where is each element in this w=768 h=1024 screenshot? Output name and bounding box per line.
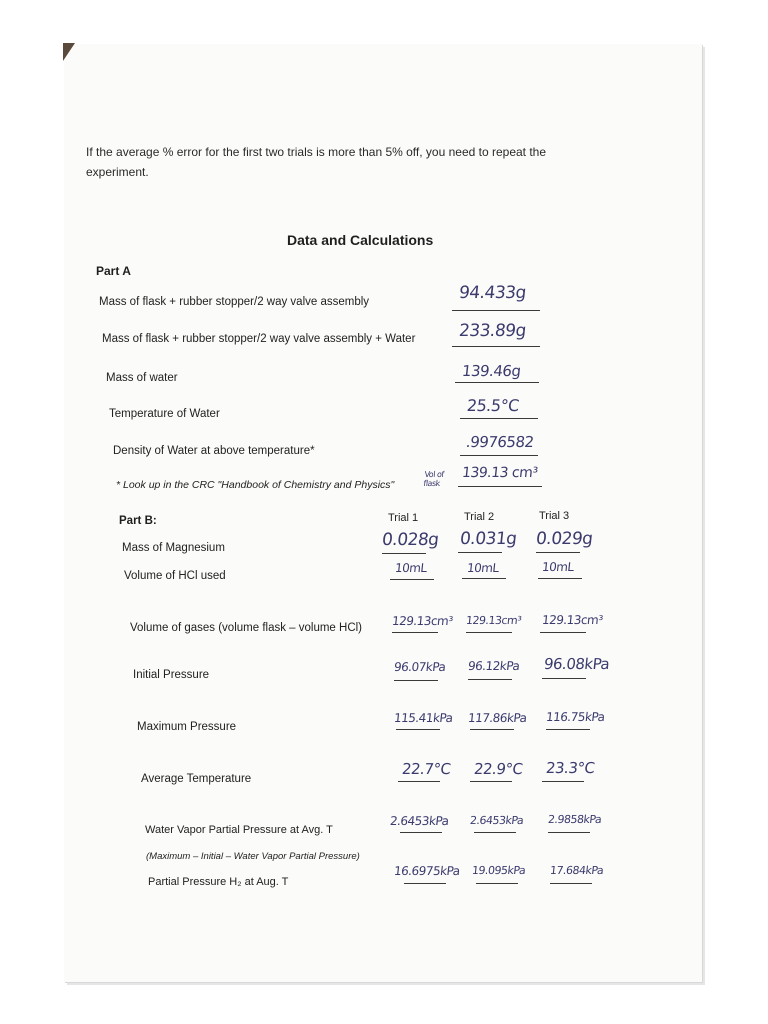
answer-line [540,632,586,633]
answer-line [470,781,512,782]
answer-line [458,486,542,487]
answer-line [398,781,440,782]
trial-3-vol-gas: 129.13cm³ [541,613,604,627]
part-a-label-5: Density of Water at above temperature* [113,445,315,457]
part-b-label-mass-mg: Mass of Magnesium [122,542,225,554]
trial-2-vol-gas: 129.13cm³ [465,614,522,627]
part-b-label-avg-t: Average Temperature [141,773,252,785]
answer-line [394,680,438,681]
trial-1-h2: 16.6975kPa [393,864,461,878]
trial-3-header: Trial 3 [539,510,570,522]
answer-line [466,632,512,633]
part-b-label-vol-hcl: Volume of HCl used [124,570,226,582]
trial-2-mass-mg: 0.031g [458,529,518,549]
trial-3-initial-p: 96.08kPa [543,655,611,673]
answer-line [460,455,538,456]
answer-line [536,552,580,553]
part-a-value-3: 139.46g [461,362,522,380]
answer-line [538,578,582,579]
formula-note: (Maximum – Initial – Water Vapor Partial Pressure) [146,851,360,862]
answer-line [458,552,502,553]
trial-3-mass-mg: 0.029g [534,529,594,549]
trial-2-vol-hcl: 10mL [466,561,500,575]
vol-flask-margin-note: Vol of flask [423,470,445,488]
crc-note: * Look up in the CRC "Handbook of Chemistry and Physics" [116,479,395,491]
answer-line [462,578,506,579]
section-title: Data and Calculations [287,232,434,248]
part-b-label-initial-p: Initial Pressure [133,669,210,681]
trial-1-header: Trial 1 [388,512,419,524]
trial-2-initial-p: 96.12kPa [467,659,521,673]
trial-2-h2: 19.095kPa [471,864,526,877]
trial-1-mass-mg: 0.028g [380,530,440,550]
part-b-heading: Part B: [119,515,157,527]
trial-3-vol-hcl: 10mL [541,560,575,574]
trial-1-vol-gas: 129.13cm³ [391,614,454,628]
trial-3-water-vapor: 2.9858kPa [547,813,602,826]
page-corner-fold [63,43,75,61]
trial-1-max-p: 115.41kPa [393,711,454,725]
part-a-value-4: 25.5°C [466,396,520,415]
answer-line [382,553,426,554]
answer-line [546,729,590,730]
trial-3-max-p: 116.75kPa [545,710,606,724]
answer-line [548,832,590,833]
part-a-label-2: Mass of flask + rubber stopper/2 way valve assembly + Water [102,333,416,345]
answer-line [542,781,584,782]
part-b-label-vol-gas: Volume of gases (volume flask – volume HCl) [130,622,363,634]
part-a-label-3: Mass of water [106,372,178,384]
trial-3-avg-t: 23.3°C [545,759,596,777]
answer-line [396,729,440,730]
answer-line [460,418,538,419]
answer-line [468,679,512,680]
answer-line [404,883,446,884]
answer-line [392,632,438,633]
part-a-value-1: 94.433g [457,283,527,303]
part-b-label-h2: Partial Pressure H₂ at Aug. T [148,876,289,888]
answer-line [550,883,592,884]
trial-3-h2: 17.684kPa [549,864,604,877]
answer-line [542,678,586,679]
answer-line [400,832,442,833]
trial-1-vol-hcl: 10mL [394,561,428,575]
part-a-value-5: .9976582 [465,433,535,451]
answer-line [455,382,539,383]
answer-line [474,832,516,833]
part-a-label-4: Temperature of Water [109,408,220,420]
part-b-label-water-vapor: Water Vapor Partial Pressure at Avg. T [145,824,333,836]
trial-1-water-vapor: 2.6453kPa [389,814,450,828]
answer-line [390,579,434,580]
trial-1-avg-t: 22.7°C [401,760,452,778]
flask-volume-value: 139.13 cm³ [461,465,539,481]
trial-2-avg-t: 22.9°C [473,760,524,778]
answer-line [476,883,518,884]
trial-2-header: Trial 2 [464,511,495,523]
worksheet-page [64,44,702,982]
part-b-label-max-p: Maximum Pressure [137,721,237,733]
trial-2-max-p: 117.86kPa [467,711,528,725]
answer-line [470,729,514,730]
part-a-value-2: 233.89g [457,321,527,341]
trial-1-initial-p: 96.07kPa [393,660,447,674]
intro-text: If the average % error for the first two trials is more than 5% off, you need to repeat the experiment. [86,145,547,179]
part-a-label-1: Mass of flask + rubber stopper/2 way valve assembly [99,296,370,308]
trial-2-water-vapor: 2.6453kPa [469,814,524,827]
part-a-heading: Part A [96,264,131,278]
answer-line [452,310,540,311]
answer-line [452,346,540,347]
